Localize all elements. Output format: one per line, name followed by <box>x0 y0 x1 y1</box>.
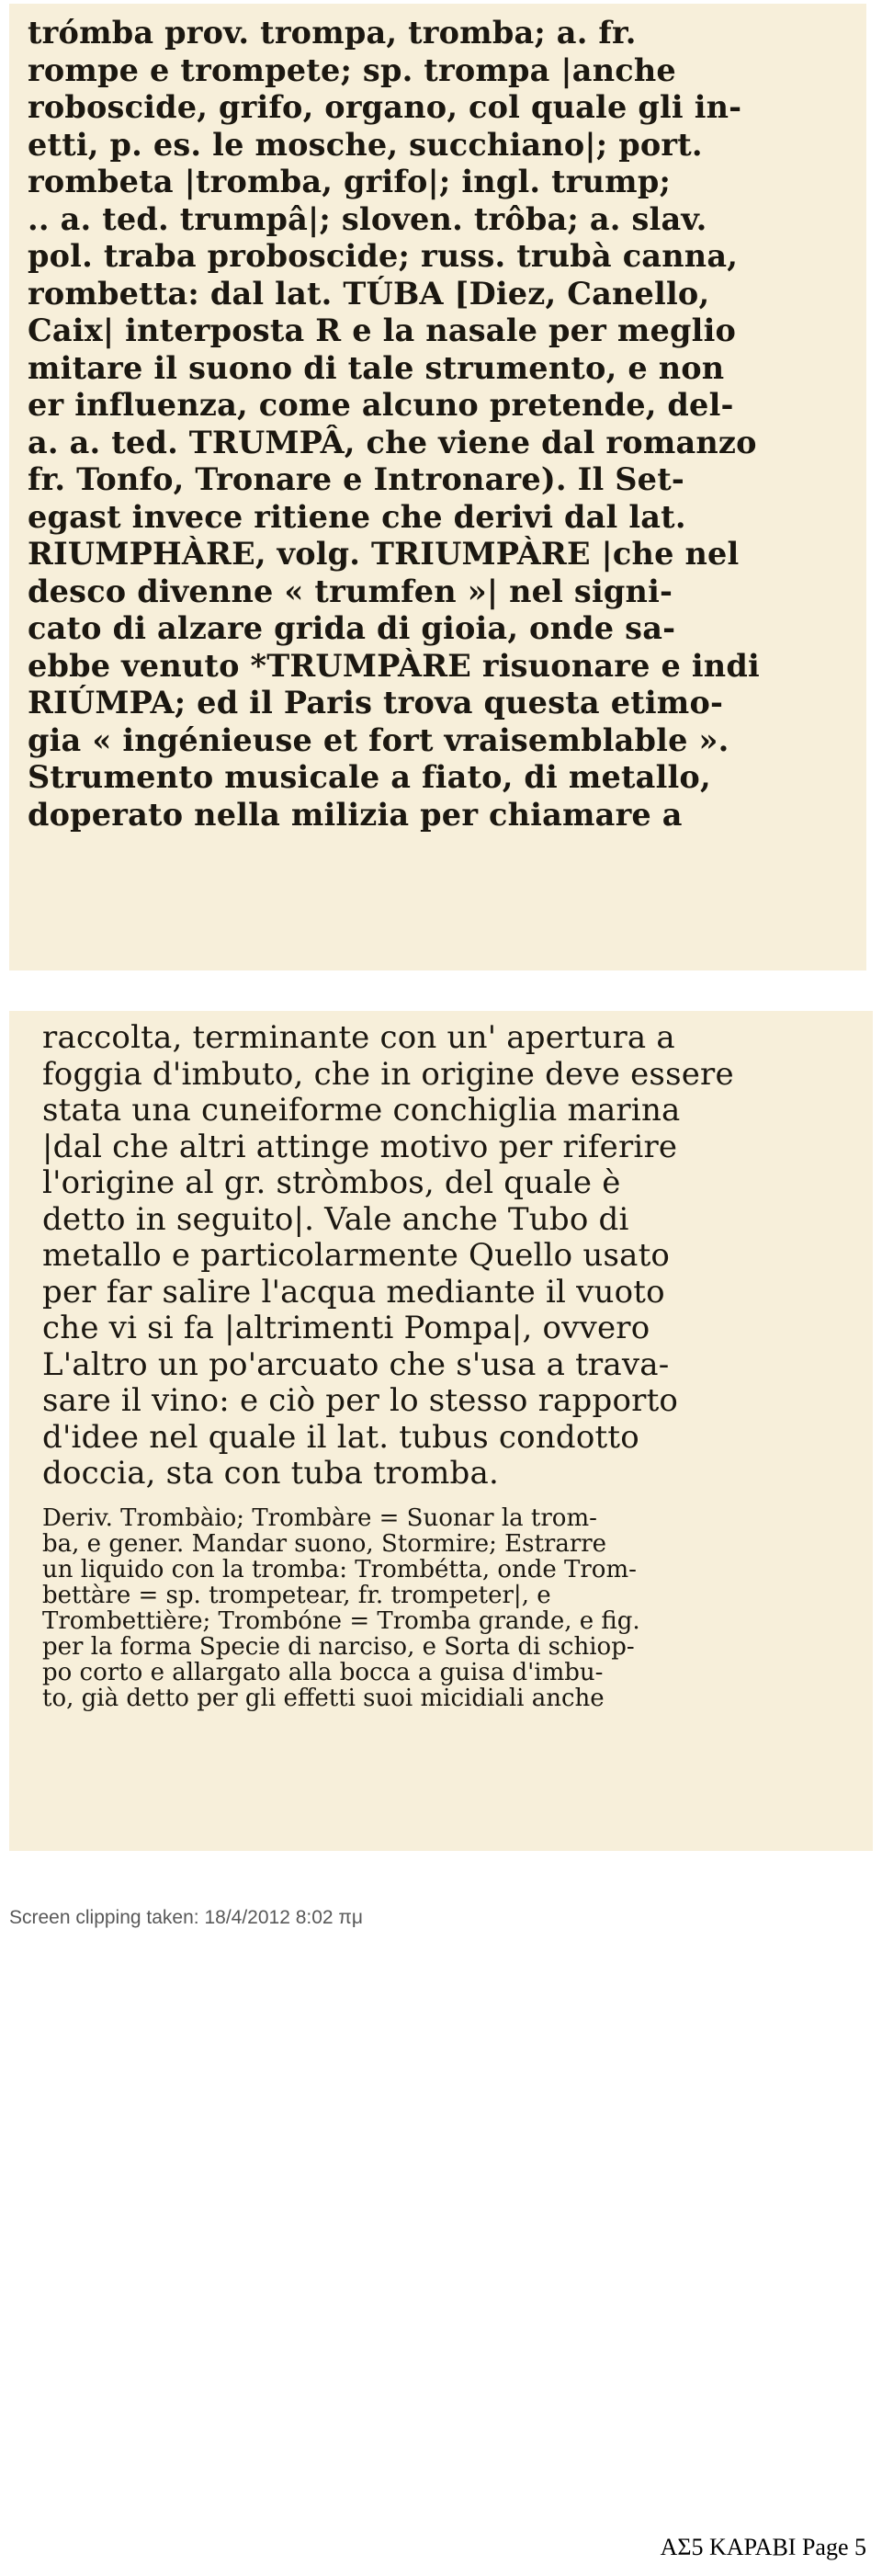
deriv-line: un liquido con la tromba: Trombétta, onde Trom- <box>42 1556 637 1583</box>
text-line: fr. Tonfo, Tronare e Intronare). Il Set- <box>28 461 684 497</box>
spacer <box>42 1492 867 1505</box>
text-line: L'altro un po'arcuato che s'usa a trava- <box>42 1346 670 1383</box>
text-line: gia « ingénieuse et fort vraisemblable ». <box>28 721 729 758</box>
text-line: etti, p. es. le mosche, succhiano|; port. <box>28 126 703 163</box>
text-line: cato di alzare grida di gioia, onde sa- <box>28 610 676 646</box>
text-line: roboscide, grifo, organo, col quale gli in- <box>28 89 742 125</box>
text-line: stata una cuneiforme conchiglia marina <box>42 1093 681 1129</box>
text-line: per far salire l'acqua mediante il vuoto <box>42 1274 665 1311</box>
text-line: er influenza, come alcuno pretende, del- <box>28 387 734 423</box>
text-line: a. a. ted. TRUMPÂ, che viene dal romanzo <box>28 424 757 460</box>
text-line: |dal che altri attinge motivo per riferire <box>42 1129 678 1165</box>
page-footer: ΑΣ5 ΚΑΡΑΒΙ Page 5 <box>660 2534 866 2560</box>
text-line: sare il vino: e ciò per lo stesso rapporto <box>42 1383 679 1419</box>
deriv-line: ba, e gener. Mandar suono, Stormire; Estrarre <box>42 1530 607 1557</box>
deriv-line: po corto e allargato alla bocca a guisa d'imbu- <box>42 1659 604 1685</box>
text-line: RIUMPHÀRE, volg. TRIUMPÀRE |che nel <box>28 536 740 572</box>
text-line: egast invece ritiene che derivi dal lat. <box>28 498 686 535</box>
text-line: ebbe venuto *TRUMPÀRE risuonare e indi <box>28 647 760 684</box>
text-line: detto in seguito|. Vale anche Tubo di <box>42 1201 629 1238</box>
deriv-line: per la forma Specie di narciso, e Sorta di schiop- <box>42 1633 635 1660</box>
text-line: metallo e particolarmente Quello usato <box>42 1238 671 1274</box>
text-line: desco divenne « trumfen »| nel signi- <box>28 573 673 609</box>
text-line: Caix| interposta R e la nasale per meglio <box>28 312 737 348</box>
dictionary-clip-top <box>9 4 866 970</box>
text-line: che vi si fa |altrimenti Pompa|, ovvero <box>42 1311 650 1346</box>
text-line: doccia, sta con tuba tromba. <box>42 1456 499 1492</box>
screen-clipping-caption: Screen clipping taken: 18/4/2012 8:02 πμ <box>9 1907 364 1928</box>
text-line: d'idee nel quale il lat. tubus condotto <box>42 1419 639 1456</box>
text-line: mitare il suono di tale strumento, e non <box>28 349 725 386</box>
deriv-line: bettàre = sp. trompetear, fr. trompeter|, e <box>42 1582 551 1608</box>
deriv-line: Trombettière; Trombóne = Tromba grande, e fig. <box>42 1607 640 1634</box>
deriv-line: Deriv. Trombàio; Trombàre = Suonar la trom- <box>42 1504 597 1531</box>
text-line: doperato nella milizia per chiamare a <box>28 796 683 833</box>
text-line: RIÚMPA; ed il Paris trova questa etimo- <box>28 685 724 721</box>
text-line: pol. traba proboscide; russ. trubà canna, <box>28 238 739 274</box>
text-line: raccolta, terminante con un' apertura a <box>42 1020 675 1056</box>
text-line: rombeta |tromba, grifo|; ingl. trump; <box>28 164 672 199</box>
text-line: rompe e trompete; sp. trompa |anche <box>28 51 676 88</box>
text-line: Strumento musicale a fiato, di metallo, <box>28 759 711 795</box>
dictionary-clip-bottom <box>9 1011 873 1851</box>
text-line: .. a. ted. trumpâ|; sloven. trôba; a. slav. <box>28 200 707 237</box>
text-line: trómba prov. trompa, tromba; a. fr. <box>28 15 637 51</box>
text-line: l'origine al gr. stròmbos, del quale è <box>42 1165 621 1201</box>
text-line: rombetta: dal lat. TÚBA [Diez, Canello, <box>28 275 710 312</box>
text-line: foggia d'imbuto, che in origine deve essere <box>42 1056 734 1093</box>
deriv-line: to, già detto per gli effetti suoi micidiali anche <box>42 1685 605 1711</box>
